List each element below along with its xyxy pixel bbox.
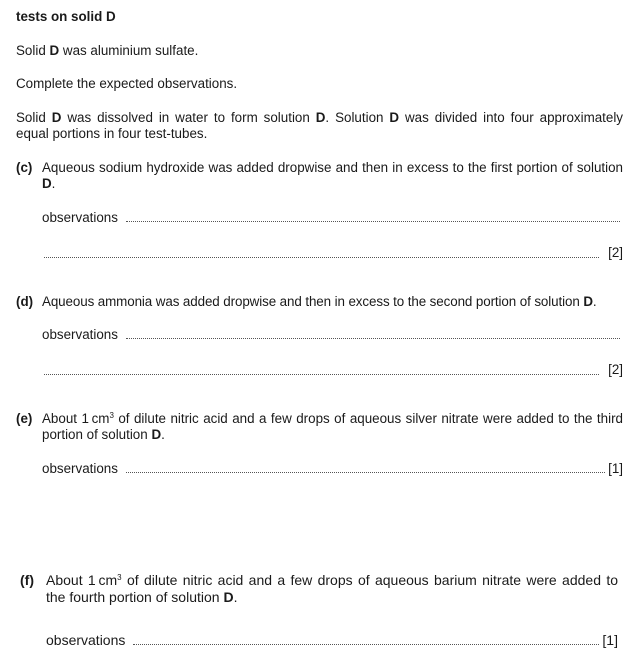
- question-e-marks: [1]: [608, 461, 623, 476]
- question-d-observations-row: [42, 327, 623, 343]
- question-c-marks: [2]: [608, 245, 623, 260]
- question-e-observations-row: [42, 461, 623, 477]
- question-f-text: About 1 $cm^3$ of dilute nitric acid and a few drops of aqueous barium nitrate were added to the fourth portion of solution D.: [46, 572, 618, 605]
- question-d-label: (d): [16, 294, 34, 309]
- question-e-label: (e): [16, 411, 33, 426]
- question-f-marks: [1]: [602, 632, 618, 648]
- question-e-text: About 1 $cm^3$ of dilute nitric acid and a few drops of aqueous silver nitrate were added to the third portion of solution D.: [42, 411, 623, 442]
- intro-procedure: Solid D was dissolved in water to form solution D. Solution D was divided into four approximately equal portions in four test-tubes.: [16, 110, 624, 141]
- question-f-observations-label: observations: [46, 632, 126, 648]
- intro-solid-identity: Solid D was aluminium sulfate.: [16, 43, 199, 58]
- question-d-observations-label: observations: [42, 327, 118, 342]
- question-d-marks: [2]: [608, 362, 623, 377]
- question-c-answer-line-2[interactable]: [44, 256, 599, 258]
- question-f-label: (f): [20, 572, 34, 588]
- question-f-answer-line[interactable]: [133, 633, 599, 645]
- question-e-answer-line[interactable]: [126, 461, 605, 473]
- question-d-answer-line-2[interactable]: [44, 373, 599, 375]
- question-c-answer-line-1[interactable]: [126, 210, 620, 222]
- question-d-text: Aqueous ammonia was added dropwise and then in excess to the second portion of solution D.: [42, 294, 597, 309]
- question-c-text: Aqueous sodium hydroxide was added dropwise and then in excess to the first portion of solution D.: [42, 160, 623, 191]
- question-c-label: (c): [16, 160, 33, 175]
- question-d-answer-line-1[interactable]: [126, 327, 620, 339]
- intro-instruction: Complete the expected observations.: [16, 76, 238, 91]
- question-f-observations-row: [46, 632, 618, 648]
- question-c-observations-row: [42, 210, 623, 226]
- section-heading: tests on solid D: [16, 9, 116, 24]
- question-e-observations-label: observations: [42, 461, 118, 476]
- question-c-observations-label: observations: [42, 210, 118, 225]
